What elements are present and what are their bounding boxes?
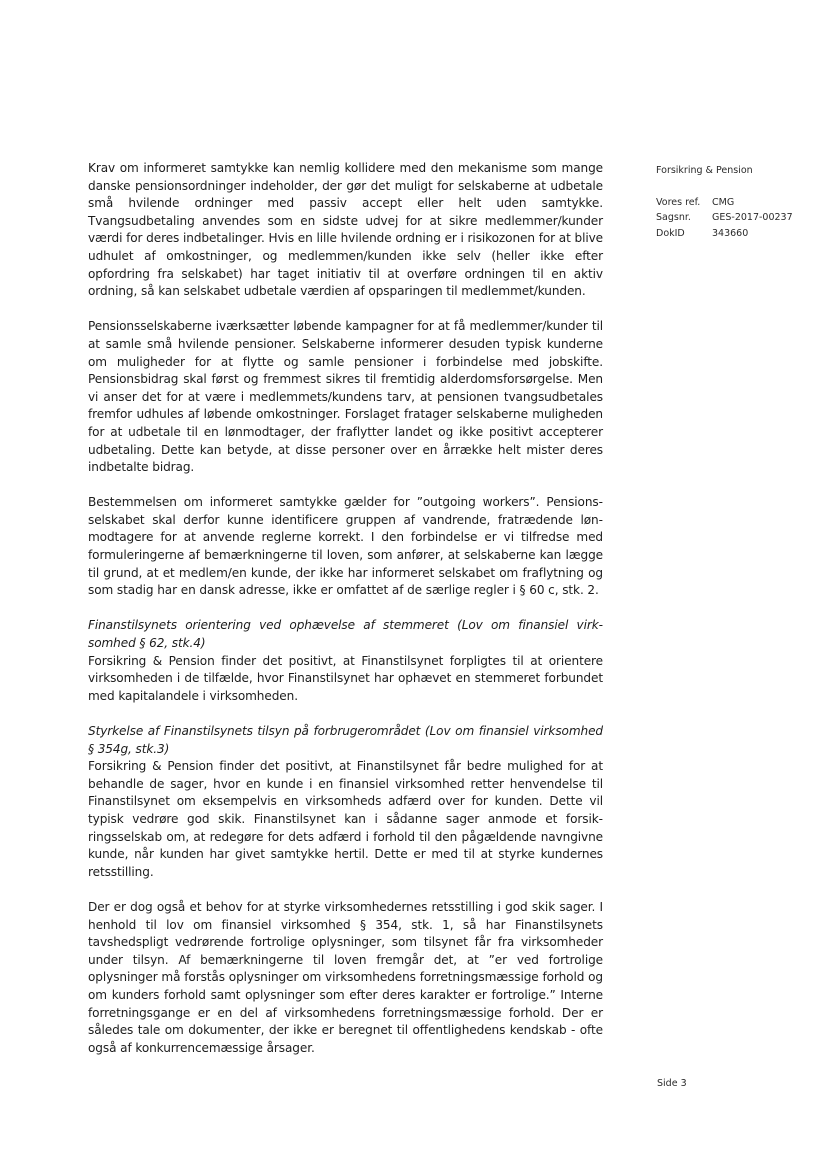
body-paragraph: Bestemmelsen om informeret samtykke gælder for ”outgoing workers”. Pensionsselskabet skal derfor kunne identificere gruppen af vandrende, fratrædende lønmodtagere for at anvende reglerne korrekt. I den forbindelse er vi tilfredse med formuleringerne af bemærkningerne til loven, som anfører, at selskaberne kan lægge til grund, at et medlem/en kunde, der ikke har informeret selskabet om fraflytning og som stadig har en dansk adresse, ikke er omfattet af de særlige regler i § 60 c, stk. 2. bbox=[88, 495, 603, 598]
sidebar-meta bbox=[656, 163, 816, 241]
meta-value: CMG bbox=[712, 196, 735, 208]
meta-row-reference bbox=[656, 195, 816, 211]
meta-row-doc-id bbox=[656, 226, 816, 242]
body-paragraph: Pensionsselskaberne iværksætter løbende kampagner for at få medlemmer/kunder til at samle små hvilende pensioner. Selskaberne informerer desuden typisk kunderne om muligheder for at flytte og samle pensioner i forbindelse med jobskifte. Pensionsbidrag skal først og fremmest sikres til fremtidig alderdomsforsørgelse. Men vi anser det for at være i medlemmets/kundens tarv, at pensionen tvangsudbetales fremfor udhules af løbende omkostninger. Forslaget fratager selskaberne muligheden for at udbetale til en lønmodtager, der fraflytter landet og ikke positivt accepterer udbetaling. Dette kan betyde, at disse personer over en årrække helt mister deres indbetalte bidrag. bbox=[88, 319, 603, 475]
body-paragraph: Forsikring & Pension finder det positivt, at Finanstilsynet får bedre mulighed for at behandle de sager, hvor en kunde i en finansiel virksomhed retter henvendelse til Finanstilsynet om eksempelvis en virksomheds adfærd over for kunden. Dette vil typisk vedrøre god skik. Finanstilsynet kan i sådanne sager anmode et forsikringsselskab om, at redegøre for dets adfærd i forhold til den pågældende navngivne kunde, når kunden har givet samtykke hertil. Dette er med til at styrke kundernes retsstilling. bbox=[88, 759, 603, 879]
meta-value: 343660 bbox=[712, 227, 749, 239]
meta-label: Vores ref. bbox=[656, 196, 701, 208]
meta-value: GES-2017-00237 bbox=[712, 212, 793, 223]
body-paragraph: Der er dog også et behov for at styrke virksomhedernes retsstilling i god skik sager. I henhold til lov om finansiel virksomhed § 354, stk. 1, så har Finanstilsynets tavshedspligt vedrørende fortrolige oplysninger, som tilsynet får fra virksomheder under tilsyn. Af bemærkningerne til loven fremgår det, at ”er ved fortrolige oplysninger må forstås oplysninger om virksomhedens forretningsmæssige forhold og om kunders forhold samt oplysninger som efter deres karakter er fortrolige.” Interne forretningsgange er en del af virksomhedens forretningsmæssige forhold. Der er således tale om dokumenter, der ikke er beregnet til offentlighedens kendskab - ofte også af konkurrencemæssige årsager. bbox=[88, 899, 603, 1055]
body-paragraph: Forsikring & Pension finder det positivt, at Finanstilsynet forpligtes til at orientere virksomheden i de tilfælde, hvor Finanstilsynet har ophævet en stemmeret forbundet med kapitalandele i virksomheden. bbox=[88, 653, 603, 703]
page-number: Side 3 bbox=[657, 1078, 687, 1089]
document-body bbox=[88, 160, 603, 1057]
meta-row-case-number bbox=[656, 210, 816, 226]
meta-label: DokID bbox=[656, 227, 685, 239]
section-heading: Styrkelse af Finanstilsynets tilsyn på forbrugerområdet (Lov om finansiel virksomhed § 354g, stk.3) bbox=[88, 724, 603, 756]
meta-label: Sagsnr. bbox=[656, 212, 691, 223]
organization-name: Forsikring & Pension bbox=[656, 165, 753, 176]
body-paragraph: Krav om informeret samtykke kan nemlig kollidere med den mekanisme som mange danske pensionsordninger indeholder, der gør det muligt for selskaberne at udbetale små hvilende ordninger med passiv accept eller helt uden samtykke. Tvangsudbetaling anvendes som en sidste udvej for at sikre medlemmer/kunder værdi for deres indbetalinger. Hvis en lille hvilende ordning er i risikozonen for at blive udhulet af omkostninger, og medlemmen/kunden ikke selv (heller ikke efter opfordring fra selskabet) har taget initiativ til at overføre ordningen til en aktiv ordning, så kan selskabet udbetale værdien af opsparingen til medlemmet/kunden. bbox=[88, 161, 603, 299]
section-heading: Finanstilsynets orientering ved ophævelse af stemmeret (Lov om finansiel virksomhed § 62, stk.4) bbox=[88, 618, 603, 651]
